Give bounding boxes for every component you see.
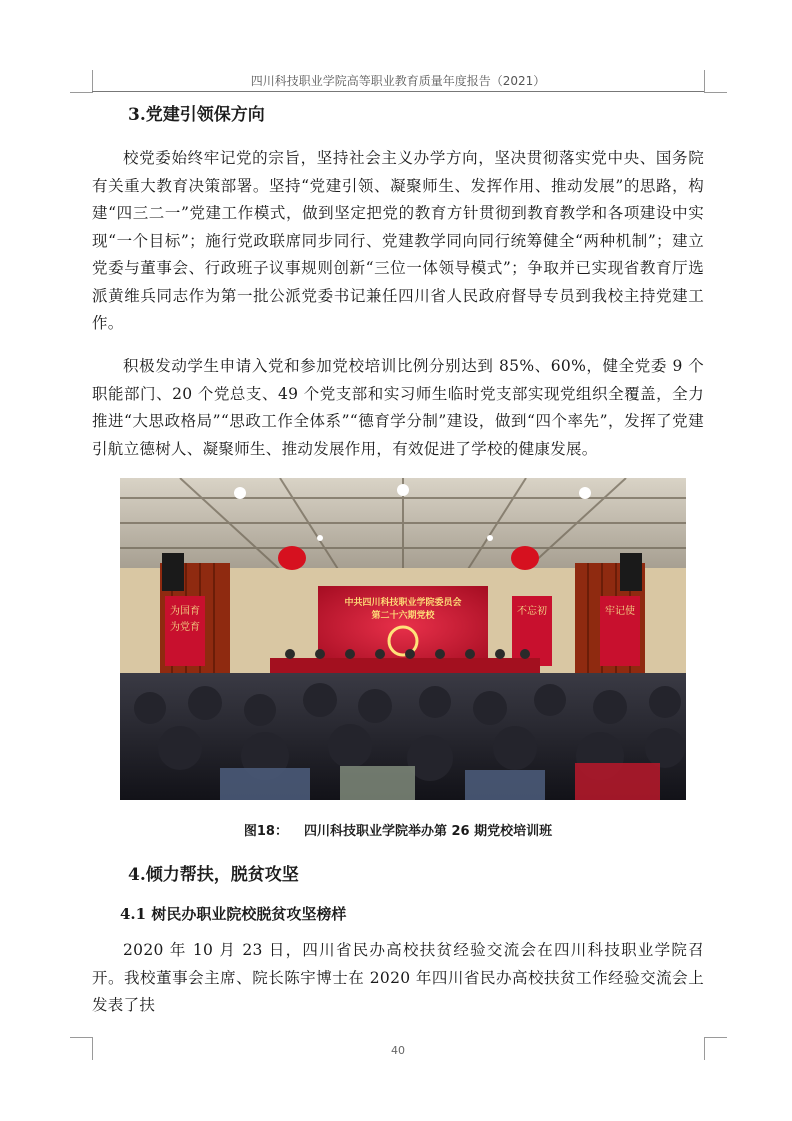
crop-mark-top-right bbox=[704, 70, 727, 93]
page-number: 40 bbox=[391, 1044, 405, 1057]
side-banner-far-right-text: 牢记使 bbox=[605, 606, 635, 617]
section-4-heading: 4.倾力帮扶，脱贫攻坚 bbox=[128, 865, 299, 885]
screen-banner-line-1: 中共四川科技职业学院委员会 bbox=[344, 598, 462, 608]
page-header: 四川科技职业学院高等职业教育质量年度报告（2021） bbox=[250, 74, 546, 88]
side-banner-right-text: 不忘初 bbox=[517, 606, 547, 617]
crop-mark-bottom-left bbox=[70, 1037, 93, 1060]
section-3-heading: 3.党建引领保方向 bbox=[128, 105, 265, 125]
section-3-paragraph-2: 积极发动学生申请入党和参加党校培训比例分别达到 85%、60%，健全党委 9 个职能部门、20 个党总支、49 个党支部和实习师生临时党支部实现党组织全覆盖，全力推进“大思政格局”“思政工作全体系”“德育学分制”建设，做到“四个率先”，发挥了党建引航立德树人、凝聚师生、推动发展作用，有效促进了学校的健康发展。 bbox=[92, 357, 704, 458]
crop-mark-bottom-right bbox=[704, 1037, 727, 1060]
section-4-1-heading: 4.1 树民办职业院校脱贫攻坚榜样 bbox=[120, 905, 347, 923]
party-school-photo bbox=[120, 478, 686, 800]
side-banner-left-text: 为国育 bbox=[170, 606, 200, 617]
figure-caption-label: 图18： bbox=[243, 824, 288, 839]
figure-caption-text: 四川科技职业学院举办第 26 期党校培训班 bbox=[303, 824, 553, 839]
section-4-1-paragraph: 2020 年 10 月 23 日，四川省民办高校扶贫经验交流会在四川科技职业学院召开。我校董事会主席、院长陈宇博士在 2020 年四川省民办高校扶贫工作经验交流会上发表了扶 bbox=[92, 941, 704, 1014]
crop-mark-top-left bbox=[70, 70, 93, 93]
section-3-paragraph-1: 校党委始终牢记党的宗旨，坚持社会主义办学方向，坚决贯彻落实党中央、国务院有关重大教育决策部署。坚持“党建引领、凝聚师生、发挥作用、推动发展”的思路，构建“四三二一”党建工作模式，做到坚定把党的教育方针贯彻到教育教学和各项建设中实现“一个目标”；施行党政联席同步同行、党建教学同向同行统筹健全“两种机制”；建立党委与董事会、行政班子议事规则创新“三位一体领导模式”；争取并已实现省教育厅选派黄维兵同志作为第一批公派党委书记兼任四川省人民政府督导专员到我校主持党建工作。 bbox=[92, 149, 704, 332]
figure-caption bbox=[92, 820, 704, 839]
screen-banner-line-2: 第二十六期党校 bbox=[371, 611, 435, 621]
header-rule bbox=[92, 91, 704, 92]
side-banner-left-text-2: 为党育 bbox=[170, 622, 200, 633]
